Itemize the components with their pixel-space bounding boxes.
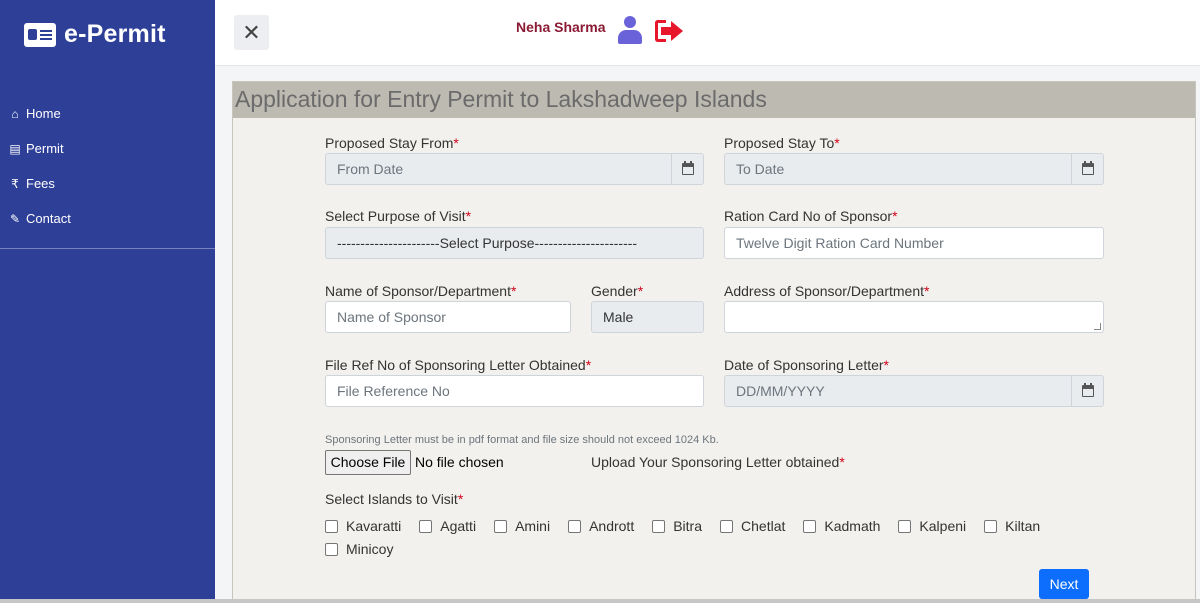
sidebar-item-home[interactable] — [8, 96, 71, 131]
horizontal-scrollbar[interactable] — [0, 599, 1200, 603]
checkbox[interactable] — [325, 543, 338, 556]
sidebar-item-contact[interactable] — [8, 201, 71, 236]
brand-title: e-Permit — [64, 20, 166, 48]
sponsor-name-label: Name of Sponsor/Department* — [325, 283, 517, 299]
close-button[interactable]: ✕ — [234, 15, 269, 50]
island-option-andrott[interactable]: Andrott — [568, 518, 634, 534]
upload-label: Upload Your Sponsoring Letter obtained* — [591, 454, 845, 470]
sidebar-divider — [0, 248, 215, 249]
logout-icon[interactable] — [655, 19, 683, 43]
sidebar-item-fees[interactable] — [8, 166, 71, 201]
island-option-chetlat[interactable]: Chetlat — [720, 518, 785, 534]
letter-date-input[interactable]: DD/MM/YYYY — [724, 375, 1072, 407]
next-button[interactable]: Next — [1039, 569, 1089, 599]
page-title: Application for Entry Permit to Lakshadweep Islands — [233, 82, 1195, 118]
sidebar-item-permit[interactable] — [8, 131, 71, 166]
sidebar-nav — [8, 96, 71, 236]
purpose-select[interactable]: ----------------------Select Purpose---------------------- — [325, 227, 704, 259]
islands-label: Select Islands to Visit* — [325, 491, 464, 507]
island-option-agatti[interactable]: Agatti — [419, 518, 476, 534]
checkbox[interactable] — [494, 520, 507, 533]
island-option-minicoy[interactable]: Minicoy — [325, 541, 393, 557]
brand[interactable] — [24, 20, 166, 49]
island-option-bitra[interactable]: Bitra — [652, 518, 702, 534]
id-card-icon — [24, 23, 56, 47]
checkbox[interactable] — [325, 520, 338, 533]
file-status: No file chosen — [415, 454, 504, 470]
user-icon[interactable] — [617, 16, 643, 44]
stay-to-input[interactable]: To Date — [724, 153, 1072, 185]
home-icon: ⌂ — [11, 106, 19, 121]
rupee-icon: ₹ — [11, 176, 19, 191]
checkbox[interactable] — [652, 520, 665, 533]
island-option-kadmath[interactable]: Kadmath — [803, 518, 880, 534]
calendar-icon — [682, 163, 694, 175]
island-option-amini[interactable]: Amini — [494, 518, 550, 534]
sidebar-item-label: Contact — [26, 211, 71, 226]
island-option-kalpeni[interactable]: Kalpeni — [898, 518, 966, 534]
sidebar-item-label: Fees — [26, 176, 55, 191]
file-ref-label: File Ref No of Sponsoring Letter Obtained* — [325, 357, 592, 373]
resize-handle-icon[interactable] — [1094, 323, 1101, 330]
checkbox[interactable] — [568, 520, 581, 533]
file-icon: ▤ — [9, 141, 21, 156]
stay-from-label: Proposed Stay From* — [325, 135, 459, 151]
island-option-kiltan[interactable]: Kiltan — [984, 518, 1040, 534]
calendar-icon — [1082, 163, 1094, 175]
purpose-label: Select Purpose of Visit* — [325, 208, 472, 224]
checkbox[interactable] — [803, 520, 816, 533]
edit-icon: ✎ — [9, 211, 21, 226]
sponsor-address-label: Address of Sponsor/Department* — [724, 283, 930, 299]
stay-from-calendar-button[interactable] — [671, 153, 704, 185]
choose-file-button[interactable]: Choose File — [325, 450, 411, 475]
island-option-kavaratti[interactable]: Kavaratti — [325, 518, 401, 534]
stay-to-label: Proposed Stay To* — [724, 135, 840, 151]
top-bar — [215, 0, 1200, 66]
sidebar-item-label: Permit — [26, 141, 64, 156]
checkbox[interactable] — [419, 520, 432, 533]
file-ref-input[interactable]: File Reference No — [325, 375, 704, 407]
sponsor-name-input[interactable]: Name of Sponsor — [325, 301, 571, 333]
checkbox[interactable] — [720, 520, 733, 533]
sidebar — [0, 0, 215, 603]
upload-note: Sponsoring Letter must be in pdf format and file size should not exceed 1024 Kb. — [325, 434, 719, 446]
user-name: Neha Sharma — [516, 19, 606, 35]
stay-to-calendar-button[interactable] — [1071, 153, 1104, 185]
calendar-icon — [1082, 385, 1094, 397]
sponsor-address-textarea[interactable] — [724, 301, 1104, 333]
gender-label: Gender* — [591, 283, 644, 299]
checkbox[interactable] — [898, 520, 911, 533]
islands-checkbox-group — [325, 518, 1058, 534]
stay-from-input[interactable]: From Date — [325, 153, 672, 185]
islands-checkbox-group-row2 — [325, 541, 411, 557]
gender-select[interactable]: Male — [591, 301, 704, 333]
ration-card-label: Ration Card No of Sponsor* — [724, 208, 898, 224]
sidebar-item-label: Home — [26, 106, 61, 121]
letter-date-calendar-button[interactable] — [1071, 375, 1104, 407]
checkbox[interactable] — [984, 520, 997, 533]
ration-card-input[interactable]: Twelve Digit Ration Card Number — [724, 227, 1104, 259]
letter-date-label: Date of Sponsoring Letter* — [724, 357, 889, 373]
